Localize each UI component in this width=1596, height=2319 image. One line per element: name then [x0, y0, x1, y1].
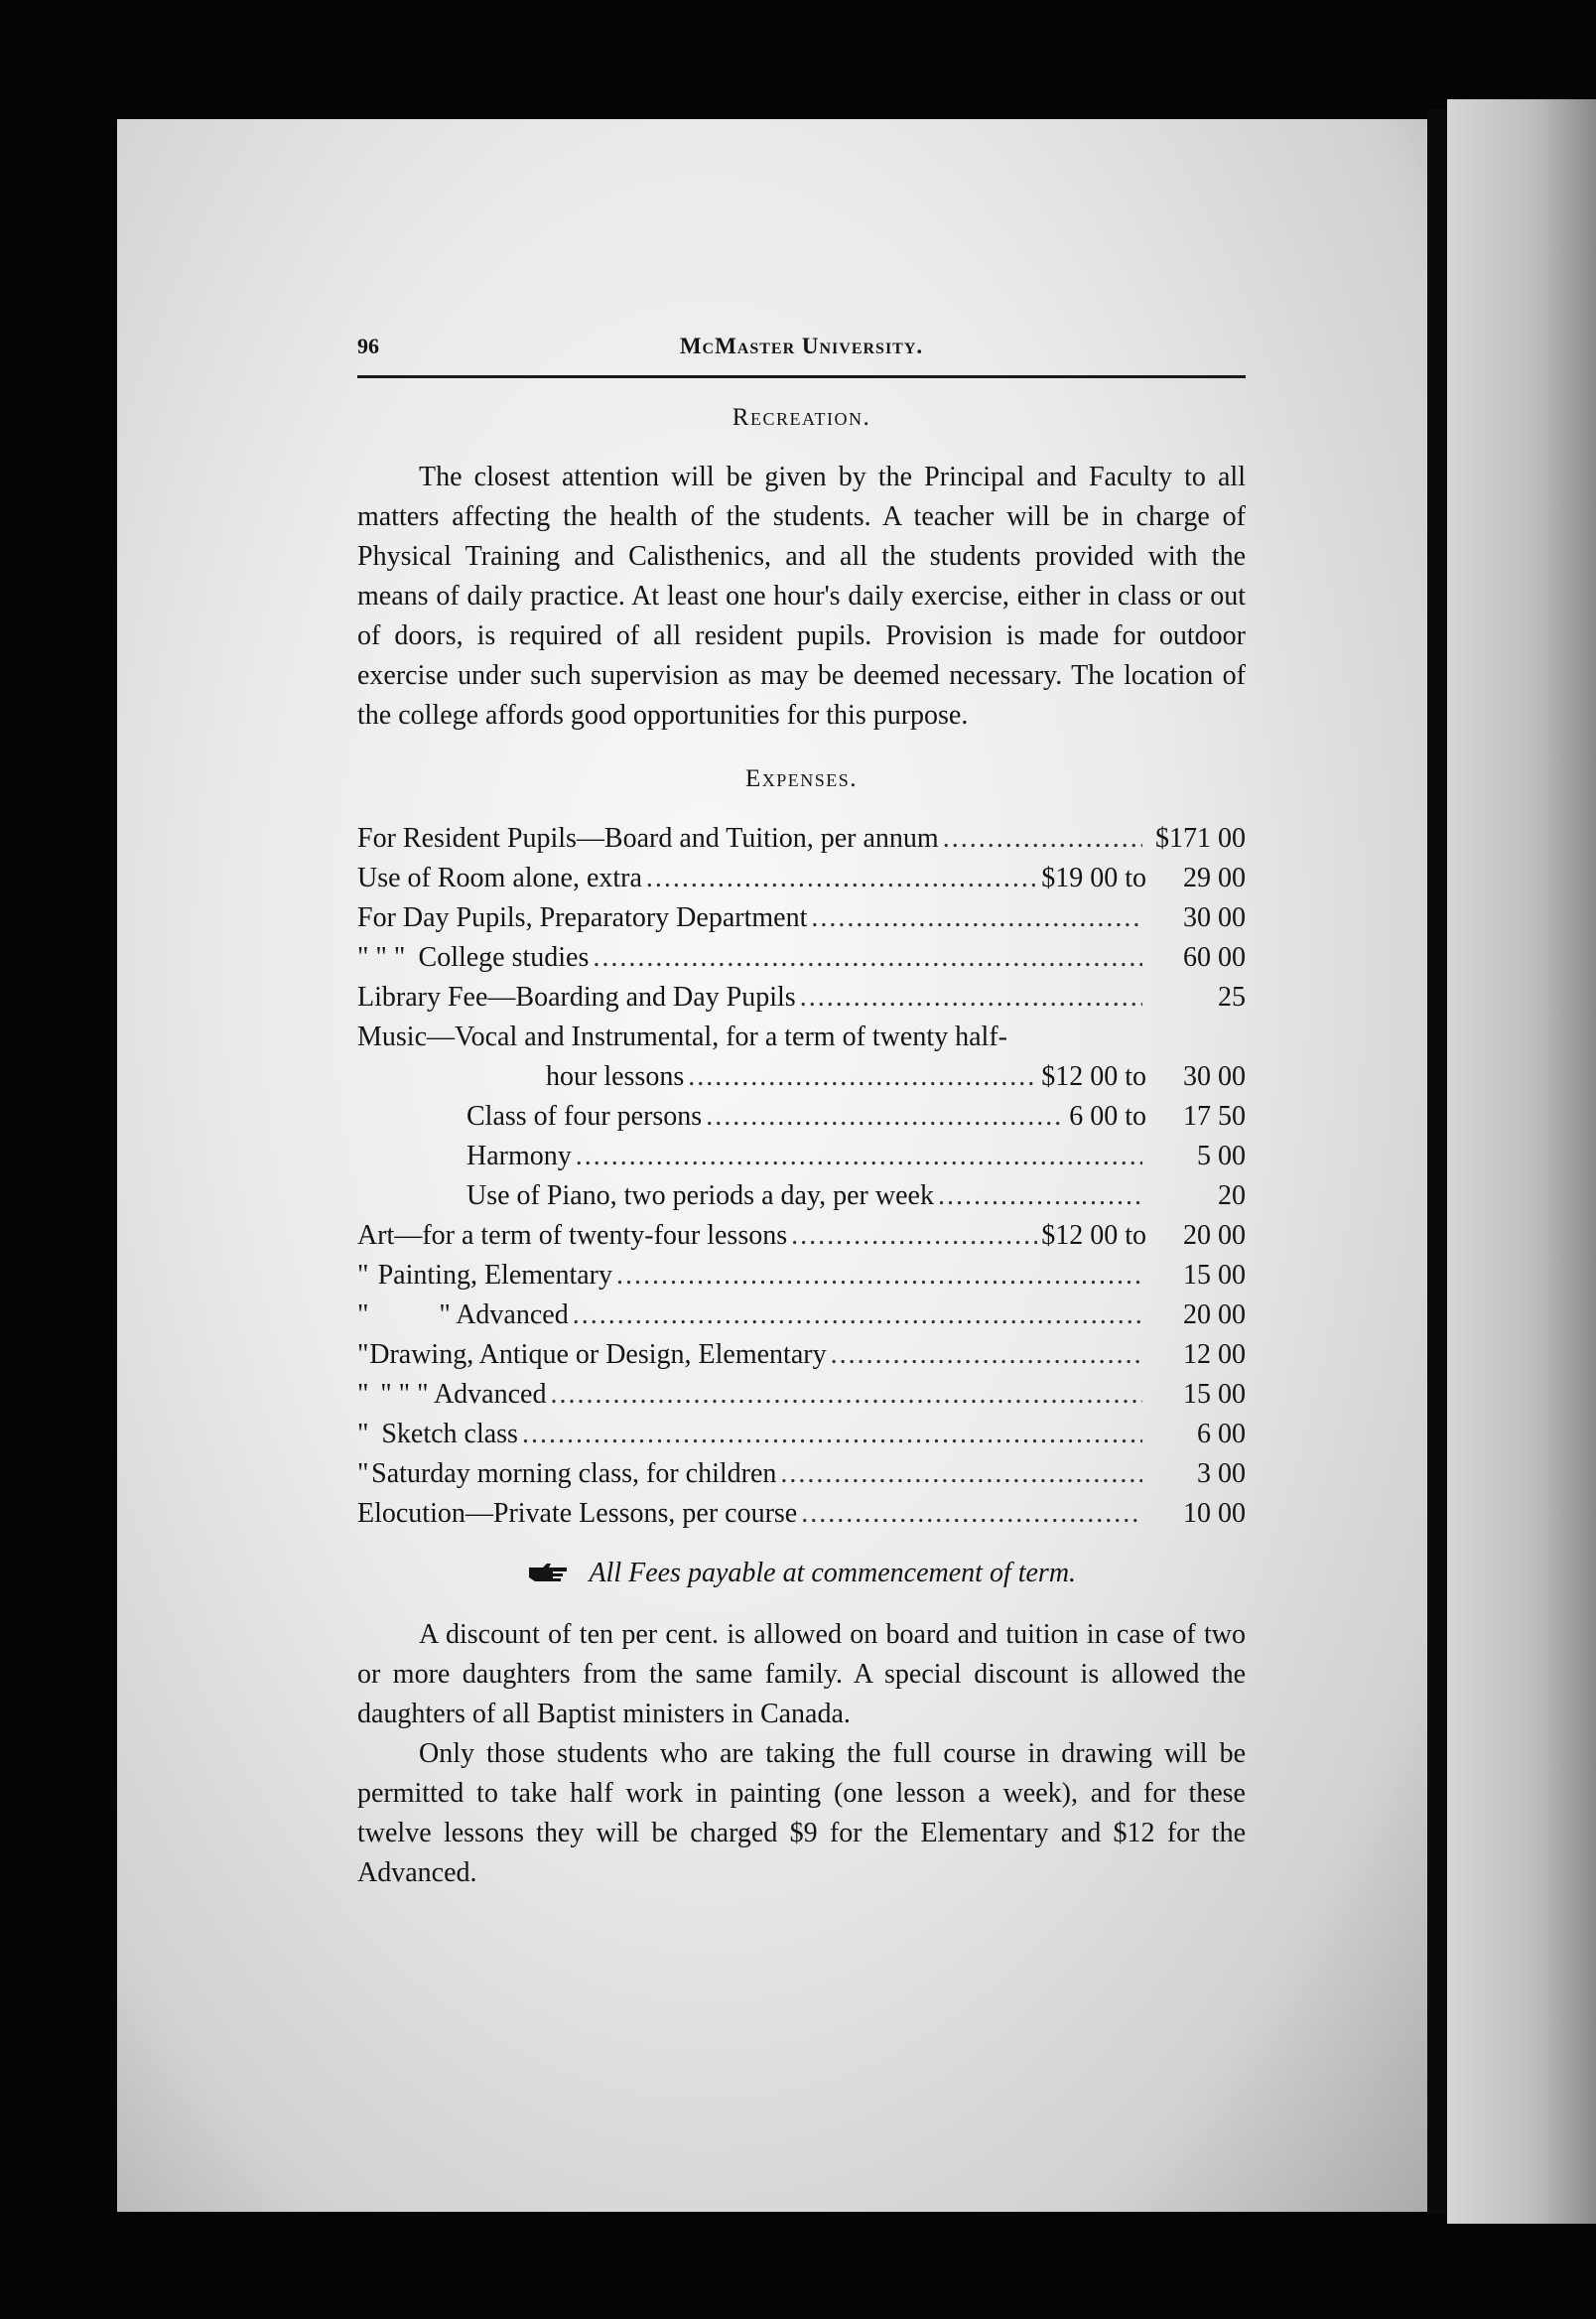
expense-row — [357, 1097, 1246, 1137]
fees-note — [357, 1558, 1246, 1589]
pointing-hand-icon — [527, 1562, 569, 1583]
leader-dots — [780, 1454, 1142, 1494]
expense-label: For Resident Pupils—Board and Tuition, per annum — [357, 823, 939, 854]
expense-row — [357, 1256, 1246, 1296]
expense-amount: 20 00 — [1183, 1220, 1246, 1251]
expense-label: Use of Piano, two periods a day, per week — [466, 1180, 934, 1211]
expense-row — [357, 1494, 1246, 1534]
expense-row — [357, 1057, 1246, 1097]
leader-dots — [576, 1137, 1142, 1176]
recreation-heading: Recreation. — [732, 404, 871, 431]
expense-amount: 6 00 — [1197, 1419, 1246, 1449]
leader-dots — [791, 1216, 1037, 1256]
expense-row — [357, 859, 1246, 898]
expense-label: College studies — [418, 942, 590, 973]
expense-amount: 20 — [1218, 1180, 1246, 1211]
expense-label: Sketch class — [381, 1419, 518, 1449]
leader-dots — [801, 1494, 1142, 1534]
expense-amount: 12 00 — [1183, 1339, 1246, 1370]
ditto-marks: " — [357, 1260, 369, 1291]
expense-label: " Advanced — [439, 1299, 569, 1330]
header-rule — [357, 375, 1246, 378]
expense-row — [357, 1415, 1246, 1454]
expense-row — [357, 1296, 1246, 1335]
ditto-marks: " — [357, 1419, 369, 1449]
expenses-heading: Expenses. — [744, 765, 859, 792]
expense-range: $12 00 to — [1041, 1220, 1146, 1251]
expense-amount: $171 00 — [1155, 823, 1246, 854]
fees-note-text: All Fees payable at commencement of term. — [589, 1558, 1077, 1588]
leader-dots — [943, 819, 1142, 859]
leader-dots — [706, 1097, 1065, 1137]
expense-label: For Day Pupils, Preparatory Department — [357, 902, 808, 933]
expense-row — [357, 898, 1246, 938]
expense-row — [357, 1176, 1246, 1216]
expense-row — [357, 1216, 1246, 1256]
expense-row — [357, 938, 1246, 978]
expense-row — [357, 1335, 1246, 1375]
expense-label: hour lessons — [546, 1061, 685, 1092]
expense-range: 6 00 to — [1069, 1101, 1146, 1132]
expense-range: $19 00 to — [1041, 863, 1146, 893]
leader-dots — [811, 898, 1142, 938]
expense-amount: 17 50 — [1183, 1101, 1246, 1132]
running-head — [357, 328, 1246, 367]
ditto-marks: " — [357, 1339, 369, 1370]
expense-amount: 3 00 — [1197, 1458, 1246, 1489]
leader-dots — [688, 1057, 1037, 1097]
expense-label: Class of four persons — [466, 1101, 703, 1132]
leader-dots — [550, 1375, 1142, 1415]
ditto-marks: " " " — [357, 942, 406, 973]
expense-label: Drawing, Antique or Design, Elementary — [369, 1339, 827, 1370]
expense-label: Saturday morning class, for children — [371, 1458, 777, 1489]
leader-dots — [646, 859, 1037, 898]
expense-amount: 10 00 — [1183, 1498, 1246, 1529]
leader-dots — [522, 1415, 1142, 1454]
expense-label: Elocution—Private Lessons, per course — [357, 1498, 798, 1529]
ditto-marks: " — [357, 1379, 369, 1410]
expenses-list — [357, 819, 1246, 1534]
page-gutter — [1427, 109, 1447, 2214]
leader-dots — [593, 938, 1142, 978]
expense-amount: 15 00 — [1183, 1260, 1246, 1291]
section-spacer — [357, 736, 1246, 765]
page-number: 96 — [357, 334, 379, 358]
expense-label: Painting, Elementary — [377, 1260, 612, 1291]
facing-page-edge — [1447, 99, 1596, 2224]
ditto-marks: " — [357, 1299, 369, 1330]
expense-label: Harmony — [466, 1141, 572, 1171]
leader-dots — [616, 1256, 1142, 1296]
expense-row — [357, 1018, 1246, 1057]
leader-dots — [938, 1176, 1142, 1216]
expense-amount: 25 — [1218, 982, 1246, 1013]
expense-label: Music—Vocal and Instrumental, for a term of twenty half- — [357, 1022, 1007, 1052]
expense-amount: 15 00 — [1183, 1379, 1246, 1410]
expense-amount: 30 00 — [1183, 902, 1246, 933]
expense-amount: 5 00 — [1197, 1141, 1246, 1171]
expense-label: Use of Room alone, extra — [357, 863, 642, 893]
expense-label: Library Fee—Boarding and Day Pupils — [357, 982, 796, 1013]
expense-row — [357, 978, 1246, 1018]
expense-row — [357, 1137, 1246, 1176]
expense-amount: 20 00 — [1183, 1299, 1246, 1330]
expense-label: Art—for a term of twenty-four lessons — [357, 1220, 788, 1251]
leader-dots — [573, 1296, 1142, 1335]
leader-dots — [831, 1335, 1142, 1375]
page-content — [357, 328, 1246, 1893]
discount-paragraph: A discount of ten per cent. is allowed on board and tuition in case of two or more daughters from the same family. A special discount is allowed the daughters of all Baptist ministers in Canada. — [357, 1619, 1246, 1729]
expense-row — [357, 819, 1246, 859]
drawing-paragraph: Only those students who are taking the full course in drawing will be permitted to take half work in painting (one lesson a week), and for these twelve lessons they will be charged $9 for the Elementary and $12 for the Advanced. — [357, 1738, 1246, 1888]
expense-range: $12 00 to — [1041, 1061, 1146, 1092]
expense-amount: 30 00 — [1183, 1061, 1246, 1092]
leader-dots — [800, 978, 1142, 1018]
expense-amount: 29 00 — [1183, 863, 1246, 893]
expense-label: " " " Advanced — [380, 1379, 547, 1410]
recreation-paragraph: The closest attention will be given by the Principal and Faculty to all matters affecting the health of the students. A teacher will be in charge of Physical Training and Calisthenics, and all the students provided with the means of daily practice. At least one hour's daily exercise, either in class or out of doors, is required of all resident pupils. Provision is made for outdoor exercise under such supervision as may be deemed necessary. The location of the college affords good opportunities for this purpose. — [357, 462, 1246, 731]
ditto-marks: " — [357, 1458, 369, 1489]
expense-amount: 60 00 — [1183, 942, 1246, 973]
running-title: McMaster University. — [679, 334, 924, 358]
expense-row — [357, 1454, 1246, 1494]
expense-row — [357, 1375, 1246, 1415]
